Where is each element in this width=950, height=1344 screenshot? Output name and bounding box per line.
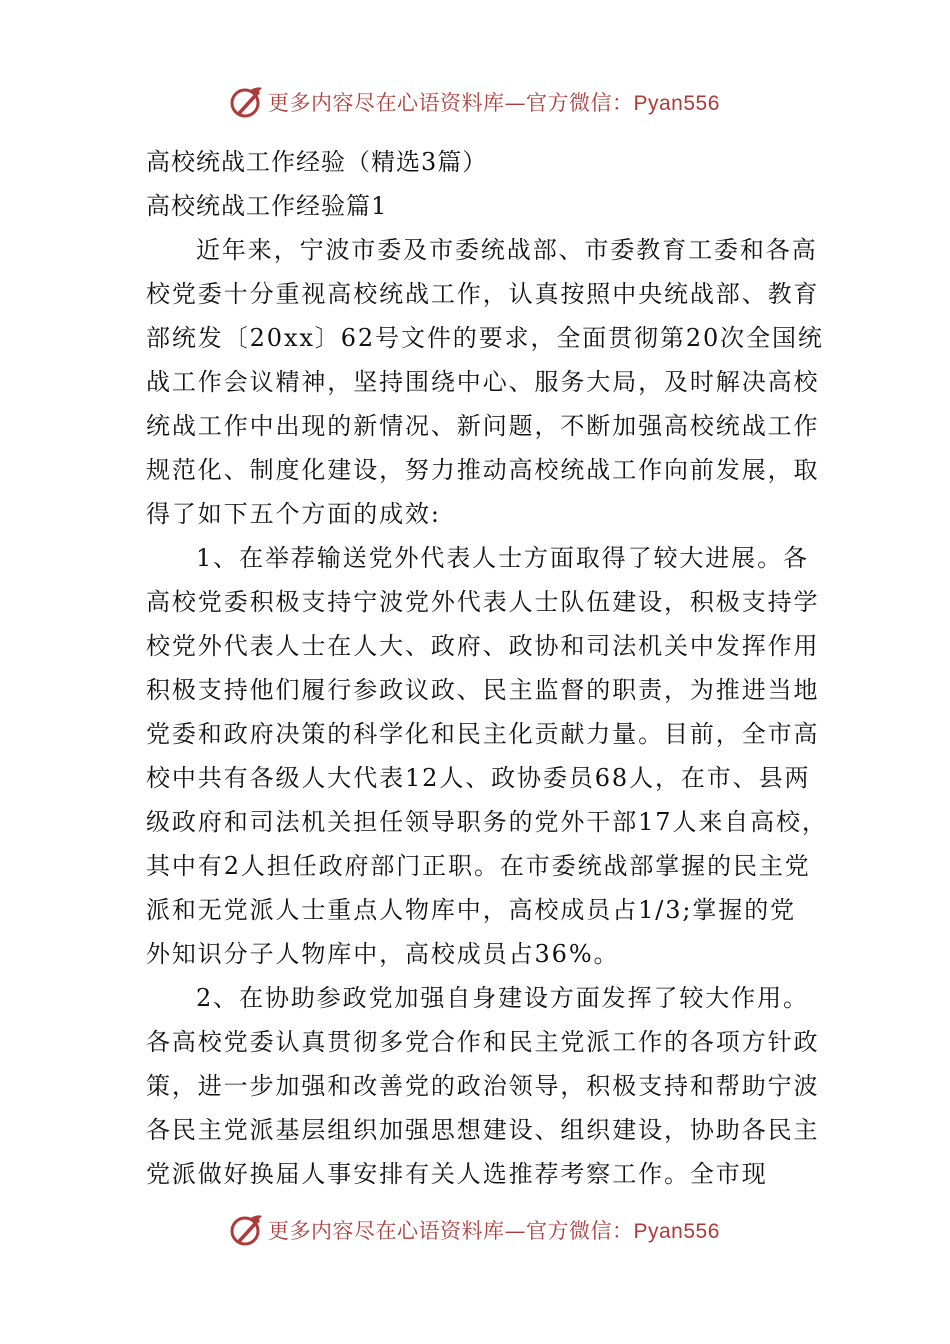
- paragraph-line: 党委和政府决策的科学化和民主化贡献力量。目前，全市高: [146, 720, 820, 748]
- paragraph-line: 校党外代表人士在人大、政府、政协和司法机关中发挥作用: [146, 632, 820, 660]
- paragraph-line: 高校党委积极支持宁波党外代表人士队伍建设，积极支持学: [146, 588, 820, 616]
- paragraph-line: 其中有2人担任政府部门正职。在市委统战部掌握的民主党: [146, 852, 811, 880]
- paragraph-line: 校党委十分重视高校统战工作，认真按照中央统战部、教育: [146, 280, 820, 308]
- paragraph-line: 策，进一步加强和改善党的政治领导，积极支持和帮助宁波: [146, 1072, 820, 1100]
- paragraph-line: 统战工作中出现的新情况、新问题，不断加强高校统战工作: [146, 412, 820, 440]
- header-banner: [228, 82, 748, 122]
- banner-text: 更多内容尽在心语资料库—官方微信：Pyan556: [268, 91, 720, 115]
- footer-banner: [228, 1210, 748, 1250]
- paragraph-line: 外知识分子人物库中，高校成员占36%。: [146, 940, 620, 968]
- wechat-id: Pyan556: [633, 1220, 720, 1243]
- paragraph-line: 级政府和司法机关担任领导职务的党外干部17人来自高校，: [146, 808, 828, 836]
- quill-pen-logo-icon: [228, 84, 264, 120]
- paragraph-line: 派和无党派人士重点人物库中，高校成员占1/3;掌握的党: [146, 896, 797, 924]
- section-heading: 高校统战工作经验篇1: [146, 192, 388, 220]
- banner-text: 更多内容尽在心语资料库—官方微信：Pyan556: [268, 1219, 720, 1243]
- document-body: [146, 140, 828, 1196]
- paragraph-line: 积极支持他们履行参政议政、民主监督的职责，为推进当地: [146, 676, 820, 704]
- paragraph-line: 得了如下五个方面的成效:: [146, 500, 441, 528]
- paragraph-line: 部统发〔20xx〕62号文件的要求，全面贯彻第20次全国统: [146, 324, 824, 352]
- paragraph-line: 战工作会议精神，坚持围绕中心、服务大局，及时解决高校: [146, 368, 820, 396]
- paragraph-line: 规范化、制度化建设，努力推动高校统战工作向前发展，取: [146, 456, 820, 484]
- paragraph-line: 2、在协助参政党加强自身建设方面发挥了较大作用。: [196, 984, 809, 1012]
- paragraph-line: 各民主党派基层组织加强思想建设、组织建设，协助各民主: [146, 1116, 820, 1144]
- paragraph-line: 1、在举荐输送党外代表人士方面取得了较大进展。各: [196, 544, 809, 572]
- wechat-id: Pyan556: [633, 92, 720, 115]
- paragraph-line: 近年来，宁波市委及市委统战部、市委教育工委和各高: [196, 236, 818, 264]
- paragraph-line: 校中共有各级人大代表12人、政协委员68人，在市、县两: [146, 764, 811, 792]
- paragraph-line: 党派做好换届人事安排有关人选推荐考察工作。全市现: [146, 1160, 768, 1188]
- quill-pen-logo-icon: [228, 1212, 264, 1248]
- paragraph-line: 各高校党委认真贯彻多党合作和民主党派工作的各项方针政: [146, 1028, 820, 1056]
- document-title: 高校统战工作经验（精选3篇）: [146, 148, 488, 176]
